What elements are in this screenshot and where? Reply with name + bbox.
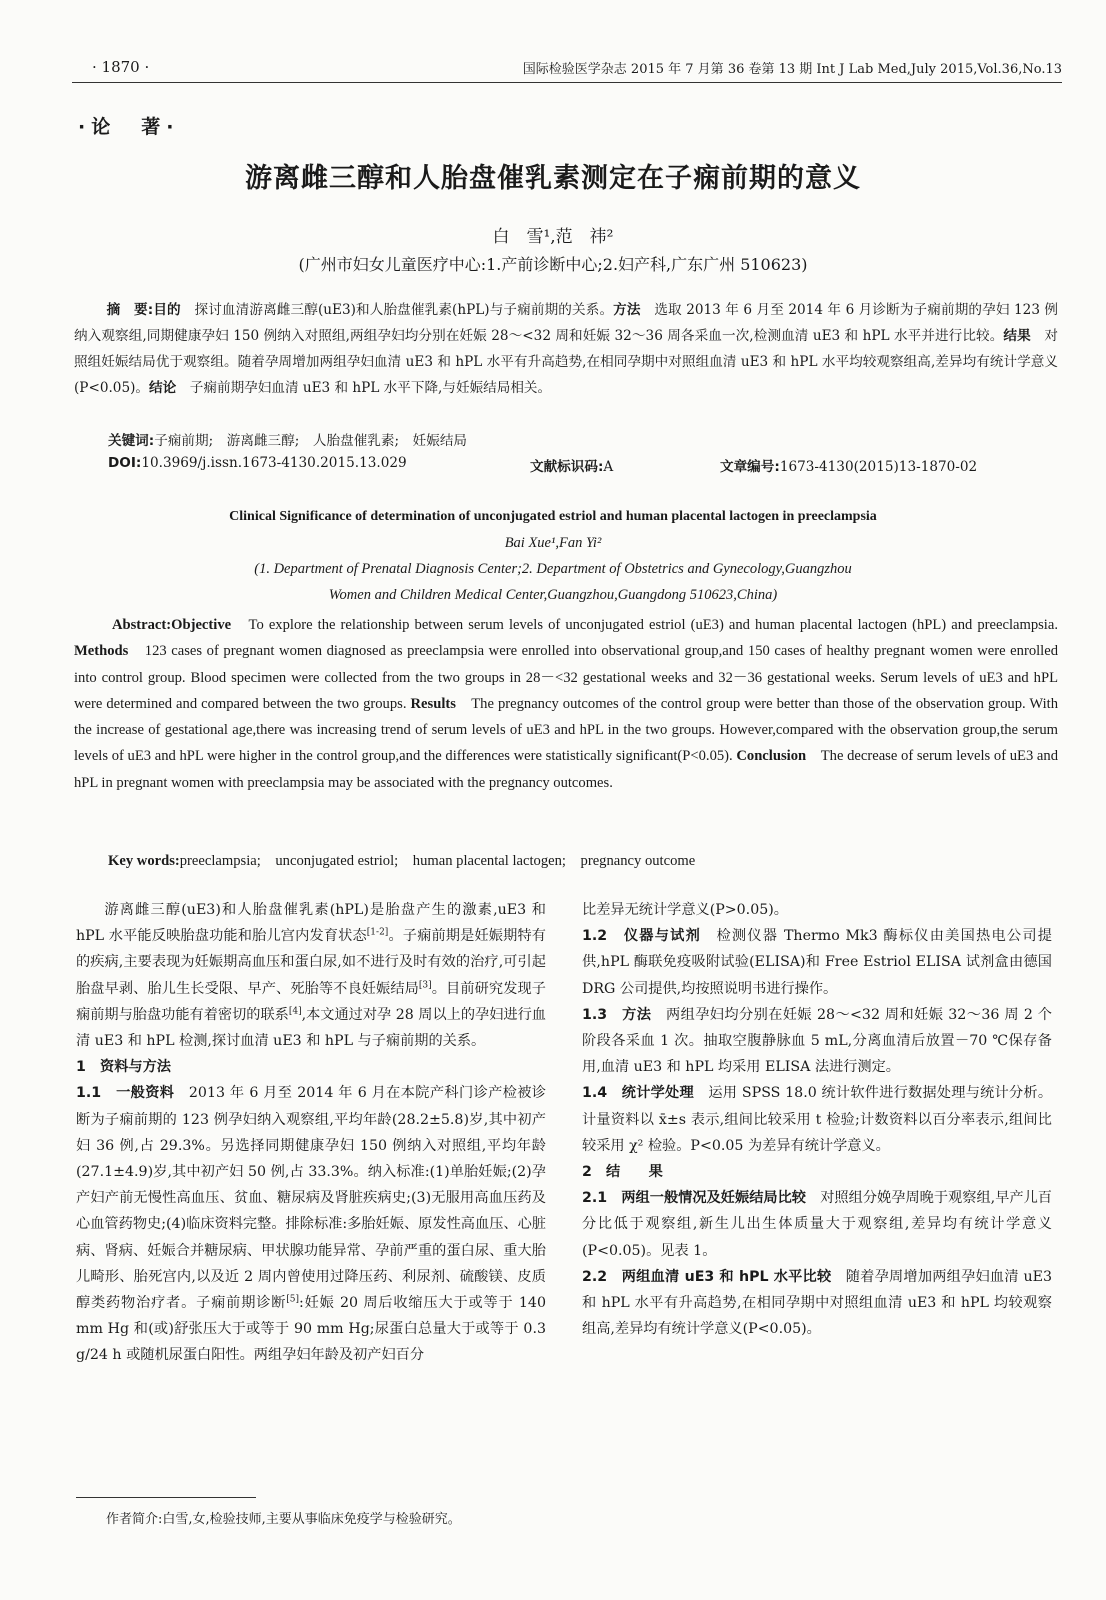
results-label: 结果 <box>1003 328 1031 344</box>
page-number: · 1870 · <box>92 58 150 76</box>
section-2-1 <box>582 1185 1052 1264</box>
results-text: 对照组妊娠结局优于观察组。随着孕周增加两组孕妇血清 uE3 和 hPL 水平有升高趋势,在相同孕期中对照组血清 uE3 和 hPL 水平均较观察组高,差异均有统计学意义(P<0.05)。 <box>74 328 1059 396</box>
section-2-2-text: 随着孕周增加两组孕妇血清 uE3 和 hPL 水平有升高趋势,在相同孕期中对照组血清 uE3 和 hPL 均较观察组高,差异均有统计学意义(P<0.05)。 <box>582 1268 1052 1338</box>
affiliation-cn: (广州市妇女儿童医疗中心:1.产前诊断中心;2.妇产科,广东广州 510623) <box>298 255 808 274</box>
results-en-label: Results <box>410 695 456 712</box>
journal-info: 国际检验医学杂志 2015 年 7 月第 36 卷第 13 期 Int J Lab Med,July 2015,Vol.36,No.13 <box>522 62 1062 77</box>
keywords-en <box>108 849 695 870</box>
doc-code-value: A <box>603 459 614 475</box>
section-1-1 <box>76 1080 546 1368</box>
footnote-rule <box>76 1497 256 1498</box>
section-2-2 <box>582 1264 1052 1343</box>
keywords-cn-text: 子痫前期; 游离雌三醇; 人胎盘催乳素; 妊娠结局 <box>154 433 468 449</box>
intro-text-3: 。目前研究发现子痫前期与胎盘功能有着密切的联系 <box>76 980 546 1023</box>
abstract-cn <box>74 297 1058 401</box>
section-label: ·论 著· <box>78 116 180 138</box>
keywords-cn <box>108 429 467 449</box>
header-rule <box>72 82 1062 83</box>
abstract-cn-label: 摘 要: <box>106 302 154 318</box>
doi <box>108 455 407 471</box>
doc-code-label: 文献标识码: <box>530 459 604 475</box>
results-en-text: The pregnancy outcomes of the control group were better than those of the observation group. With the increase of gestational age,there was increasing trend of serum levels of uE3 and hPL in the two groups. However,compared with the observation group,the serum levels of uE3 and hPL were higher in the control group,and the differences were statistically significant(P<0.05). <box>74 695 1058 765</box>
title-cn: 游离雌三醇和人胎盘催乳素测定在子痫前期的意义 <box>245 163 861 194</box>
objective-en-text: To explore the relationship between serum levels of unconjugated estriol (uE3) and human placental lactogen (hPL) and preeclampsia. <box>231 617 1058 633</box>
authors-en: Bai Xue¹,Fan Yi² <box>504 535 602 551</box>
methods-en-label: Methods <box>74 643 129 660</box>
objective-label: 目的 <box>153 302 181 318</box>
section-1-1-label: 1.1 一般资料 <box>76 1085 175 1102</box>
authors-cn: 白 雪¹,范 祎² <box>492 227 614 247</box>
section-1-2 <box>582 923 1052 1002</box>
keywords-cn-label: 关键词: <box>108 433 155 449</box>
conclusion-en-label: Conclusion <box>736 748 807 765</box>
section-1-2-text: 检测仪器 Thermo Mk3 酶标仪由美国热电公司提供,hPL 酶联免疫吸附试验(ELISA)和 Free Estriol ELISA 试剂盒由德国 DRG 公司提供,均按照说明书进行操作。 <box>582 928 1052 997</box>
keywords-en-label: Key words: <box>108 853 180 869</box>
section-1-3-text: 两组孕妇均分别在妊娠 28～<32 周和妊娠 32～36 周 2 个阶段各采血 1 次。抽取空腹静脉血 5 mL,分离血清后放置－70 ℃保存备用,血清 uE3 和 hPL 均采用 ELISA 法进行测定。 <box>582 1006 1052 1076</box>
citation: [1-2] <box>366 927 389 938</box>
doi-value: 10.3969/j.issn.1673-4130.2015.13.029 <box>141 455 407 471</box>
methods-en-text: 123 cases of pregnant women diagnosed as preeclampsia were enrolled into observational group,and 150 cases of healthy pregnant women were enrolled into control group. Blood specimen were collected from the two groups in 28－<32 gestational weeks and 32－36 gestational weeks. Serum levels of uE3 and hPL were determined and compared between the two groups. <box>74 643 1058 712</box>
section-1-2-label: 1.2 仪器与试剂 <box>582 928 702 945</box>
affiliation-en-line1: (1. Department of Prenatal Diagnosis Center;2. Department of Obstetrics and Gynecology,Guangzhou <box>254 561 852 577</box>
doc-code <box>530 455 613 475</box>
author-footnote: 作者简介:白雪,女,检验技师,主要从事临床免疫学与检验研究。 <box>106 1512 461 1527</box>
article-number-label: 文章编号: <box>720 459 780 475</box>
objective-text: 探讨血清游离雌三醇(uE3)和人胎盘催乳素(hPL)与子痫前期的关系。 <box>180 302 614 318</box>
intro-text-2: 。子痫前期是妊娠期特有的疾病,主要表现为妊娠期高血压和蛋白尿,如不进行及时有效的治疗,可引起胎盘早剥、胎儿生长受限、早产、死胎等不良妊娠结局 <box>76 928 546 997</box>
conclusion-en-text: The decrease of serum levels of uE3 and hPL in pregnant women with preeclampsia may be associated with the pregnancy outcomes. <box>74 748 1058 791</box>
section-2-1-text: 对照组分娩孕周晚于观察组,早产儿百分比低于观察组,新生儿出生体质量大于观察组,差异均有统计学意义(P<0.05)。见表 1。 <box>582 1190 1052 1259</box>
affiliation-en-line2: Women and Children Medical Center,Guangzhou,Guangdong 510623,China) <box>328 587 778 603</box>
abstract-en <box>74 612 1058 796</box>
conclusion-label: 结论 <box>149 380 177 396</box>
section-1-4 <box>582 1080 1052 1159</box>
methods-label: 方法 <box>613 302 641 318</box>
article-number-value: 1673-4130(2015)13-1870-02 <box>779 459 978 475</box>
section-2-2-label: 2.2 两组血清 uE3 和 hPL 水平比较 <box>582 1268 832 1285</box>
citation: [4] <box>288 1006 302 1017</box>
intro-paragraph <box>76 897 546 1054</box>
section-1-4-text: 运用 SPSS 18.0 统计软件进行数据处理与统计分析。计量资料以 x̄±s 表示,组间比较采用 t 检验;计数资料以百分率表示,组间比较采用 χ² 检验。P<0.05 为差异有统计学意义。 <box>582 1085 1053 1154</box>
abstract-en-label: Abstract:Objective <box>111 617 232 633</box>
section-heading-1: 1 资料与方法 <box>76 1059 171 1076</box>
methods-text: 选取 2013 年 6 月至 2014 年 6 月诊断为子痫前期的孕妇 123 例纳入观察组,同期健康孕妇 150 例纳入对照组,两组孕妇均分别在妊娠 28～<32 周和妊娠 32～36 周各采血一次,检测血清 uE3 和 hPL 水平并进行比较。 <box>74 302 1059 344</box>
section-1-3-label: 1.3 方法 <box>582 1006 652 1023</box>
intro-text-4: ,本文通过对孕 28 周以上的孕妇进行血清 uE3 和 hPL 检测,探讨血清 uE3 和 hPL 与子痫前期的关系。 <box>76 1006 546 1050</box>
keywords-en-text: preeclampsia; unconjugated estriol; human placental lactogen; pregnancy outcome <box>179 853 696 869</box>
section-2-1-label: 2.1 两组一般情况及妊娠结局比较 <box>582 1190 807 1207</box>
continued-text: 比差异无统计学意义(P>0.05)。 <box>582 902 788 918</box>
intro-text-1: 游离雌三醇(uE3)和人胎盘催乳素(hPL)是胎盘产生的激素,uE3 和 hPL 水平能反映胎盘功能和胎儿宫内发育状态 <box>76 902 546 945</box>
left-column <box>76 897 546 1369</box>
conclusion-text: 子痫前期孕妇血清 uE3 和 hPL 水平下降,与妊娠结局相关。 <box>176 380 552 396</box>
section-heading-2: 2 结 果 <box>582 1164 663 1181</box>
section-1-1-text-2: :妊娠 20 周后收缩压大于或等于 140 mm Hg 和(或)舒张压大于或等于 90 mm Hg;尿蛋白总量大于或等于 0.3 g/24 h 或随机尿蛋白阳性。两组孕妇年龄及初产妇百分 <box>76 1295 546 1364</box>
section-1-3 <box>582 1002 1052 1081</box>
article-number <box>720 455 977 475</box>
section-1-1-text: 2013 年 6 月至 2014 年 6 月在本院产科门诊产检被诊断为子痫前期的 123 例孕妇纳入观察组,平均年龄(28.2±5.8)岁,其中初产妇 36 例,占 29.3%。另选择同期健康孕妇 150 例纳入对照组,平均年龄(27.1±4.9)岁,其中初产妇 50 例,占 33.3%。纳入标准:(1)单胎妊娠;(2)孕产妇产前无慢性高血压、贫血、糖尿病及肾脏疾病史;(3)无服用高血压药及心血管药物史;(4)临床资料完整。排除标准:多胎妊娠、原发性高血压、心脏病、肾病、妊娠合并糖尿病、甲状腺功能异常、孕前严重的蛋白尿、重大胎儿畸形、胎死宫内,以及近 2 周内曾使用过降压药、利尿剂、硫酸镁、皮质醇类药物治疗者。子痫前期诊断 <box>76 1085 546 1312</box>
citation: [5] <box>286 1294 299 1305</box>
title-en: Clinical Significance of determination of unconjugated estriol and human placental lactogen in preeclampsia <box>229 509 877 524</box>
right-column <box>582 897 1052 1342</box>
doi-label: DOI: <box>108 455 142 471</box>
section-1-4-label: 1.4 统计学处理 <box>582 1085 694 1102</box>
citation: [3] <box>418 979 432 990</box>
